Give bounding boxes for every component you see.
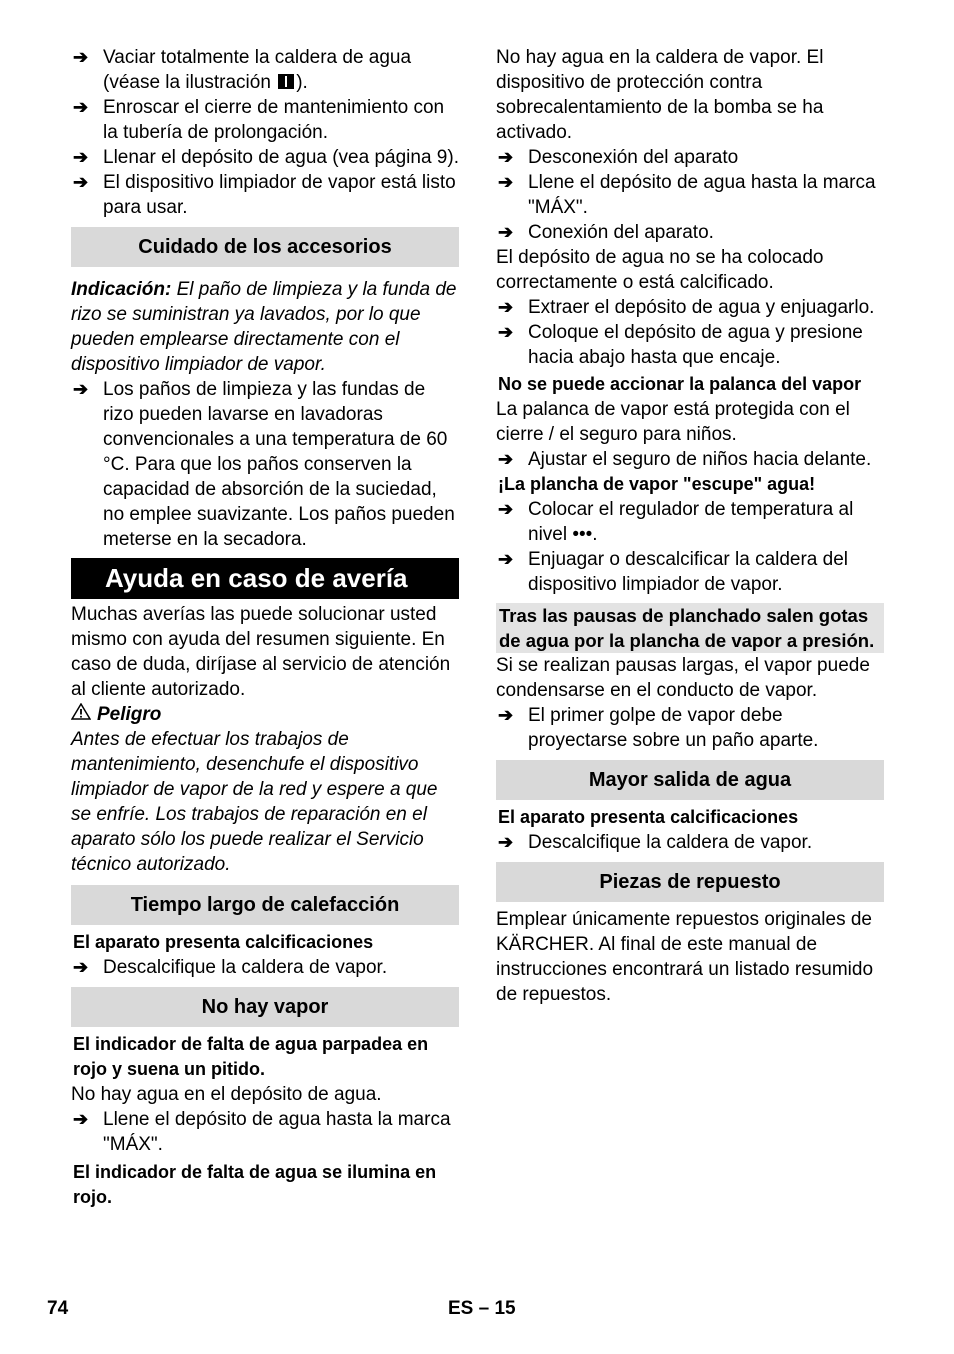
figure-ref-icon (278, 74, 294, 89)
no-agua-caldera: No hay agua en la caldera de vapor. El dispositivo de protección contra sobrecalentamiento de la bomba se ha activado. (496, 47, 824, 143)
arrow-right-icon: ➔ (73, 172, 89, 192)
list-item: ➔ Ajustar el seguro de niños hacia delante. (498, 449, 872, 470)
warning-text: Antes de efectuar los trabajos de mantenimiento, desenchufe el dispositivo limpiador de vapor de la red y espere a que se enfríe. Los trabajos de reparación en el aparato sólo los puede realizar el Servicio técnico autorizado. (71, 729, 438, 875)
arrow-right-icon: ➔ (498, 499, 514, 519)
subheading-escupe: ¡La plancha de vapor "escupe" agua! (498, 474, 816, 494)
list-item: ➔ El dispositivo limpiador de vapor está listo para usar. (73, 172, 456, 218)
subheading-calcificaciones: El aparato presenta calcificaciones (73, 932, 374, 952)
list-item: ➔ Extraer el depósito de agua y enjuagarlo. (498, 297, 875, 318)
list-item: ➔ Descalcifique la caldera de vapor. (73, 957, 388, 978)
list-item: ➔ Llene el depósito de agua hasta la marca "MÁX". (73, 1109, 451, 1155)
list-item: ➔ Colocar el regulador de temperatura al nivel •••. (498, 499, 854, 545)
list-item: ➔ Llene el depósito de agua hasta la marca "MÁX". (498, 172, 876, 218)
section-heading-accesorios: Cuidado de los accesorios (71, 227, 459, 267)
list-item: ➔ Descalcifique la caldera de vapor. (498, 832, 813, 853)
arrow-right-icon: ➔ (498, 322, 514, 342)
subheading-parpadea: El indicador de falta de agua parpadea en rojo y suena un pitido. (73, 1034, 429, 1079)
arrow-right-icon: ➔ (498, 172, 514, 192)
subheading-ilumina: El indicador de falta de agua se ilumina en rojo. (73, 1162, 437, 1207)
arrow-right-icon: ➔ (498, 832, 514, 852)
list-item: ➔ Los paños de limpieza y las fundas de rizo pueden lavarse en lavadoras convencionales a una temperatura de 60 °C. Para que los paños conserven la capacidad de absorción de la suciedad, no emplee suavizante. Los paños pueden meterse en la secadora. (73, 379, 455, 550)
list-item: ➔ Vaciar totalmente la caldera de agua (véase la ilustración ). (73, 47, 412, 93)
warning-triangle-icon (71, 702, 91, 727)
section-heading-mayor: Mayor salida de agua (496, 760, 884, 800)
list-item: ➔ Desconexión del aparato (498, 147, 739, 168)
arrow-right-icon: ➔ (498, 222, 514, 242)
arrow-right-icon: ➔ (498, 297, 514, 317)
arrow-right-icon: ➔ (73, 957, 89, 977)
arrow-right-icon: ➔ (498, 147, 514, 167)
section-page-label: ES – 15 (448, 1298, 516, 1319)
section-heading-tiempo: Tiempo largo de calefacción (71, 885, 459, 925)
list-item: ➔ Conexión del aparato. (498, 222, 714, 243)
note-indicacion: Indicación: El paño de limpieza y la funda de rizo se suministran ya lavados, por lo que pueden emplearse directamente con el dispositivo limpiador de vapor. (71, 279, 457, 375)
list-item: ➔ Coloque el depósito de agua y presione hacia abajo hasta que encaje. (498, 322, 863, 368)
arrow-right-icon: ➔ (73, 147, 89, 167)
subheading-palanca: No se puede accionar la palanca del vapor (498, 374, 862, 394)
list-item: ➔ El primer golpe de vapor debe proyectarse sobre un paño aparte. (498, 705, 819, 751)
arrow-right-icon: ➔ (498, 449, 514, 469)
pausas-text: Si se realizan pausas largas, el vapor puede condensarse en el conducto de vapor. (496, 655, 870, 701)
right-column (496, 45, 884, 1007)
list-item: ➔ Llenar el depósito de agua (vea página 9). (73, 147, 459, 168)
page-number: 74 (47, 1298, 69, 1319)
section-heading-novapor: No hay vapor (71, 987, 459, 1027)
chapter-heading-ayuda: Ayuda en caso de avería (71, 558, 459, 599)
arrow-right-icon: ➔ (498, 705, 514, 725)
arrow-right-icon: ➔ (73, 379, 89, 399)
deposito-mal-colocado: El depósito de agua no se ha colocado correctamente o está calcificado. (496, 247, 824, 293)
palanca-text: La palanca de vapor está protegida con el cierre / el seguro para niños. (496, 399, 850, 445)
section-heading-piezas: Piezas de repuesto (496, 862, 884, 902)
piezas-text: Emplear únicamente repuestos originales de KÄRCHER. Al final de este manual de instrucciones encontrará un listado resumido de repuestos. (496, 909, 874, 1005)
arrow-right-icon: ➔ (73, 47, 89, 67)
arrow-right-icon: ➔ (498, 549, 514, 569)
ayuda-intro: Muchas averías las puede solucionar usted mismo con ayuda del resumen siguiente. En caso de duda, diríjase al servicio de atención al cliente autorizado. (71, 604, 451, 700)
no-agua-deposito: No hay agua en el depósito de agua. (71, 1084, 382, 1105)
subheading-calcificaciones: El aparato presenta calcificaciones (498, 807, 799, 827)
subheading-pausas: Tras las pausas de planchado salen gotas de agua por la plancha de vapor a presión. (496, 603, 884, 653)
arrow-right-icon: ➔ (73, 97, 89, 117)
list-item: ➔ Enjuagar o descalcificar la caldera del dispositivo limpiador de vapor. (498, 549, 849, 595)
warning-heading: Peligro (71, 702, 459, 727)
arrow-right-icon: ➔ (73, 1109, 89, 1129)
left-column (71, 45, 459, 1210)
list-item: ➔ Enroscar el cierre de mantenimiento con la tubería de prolongación. (73, 97, 445, 143)
